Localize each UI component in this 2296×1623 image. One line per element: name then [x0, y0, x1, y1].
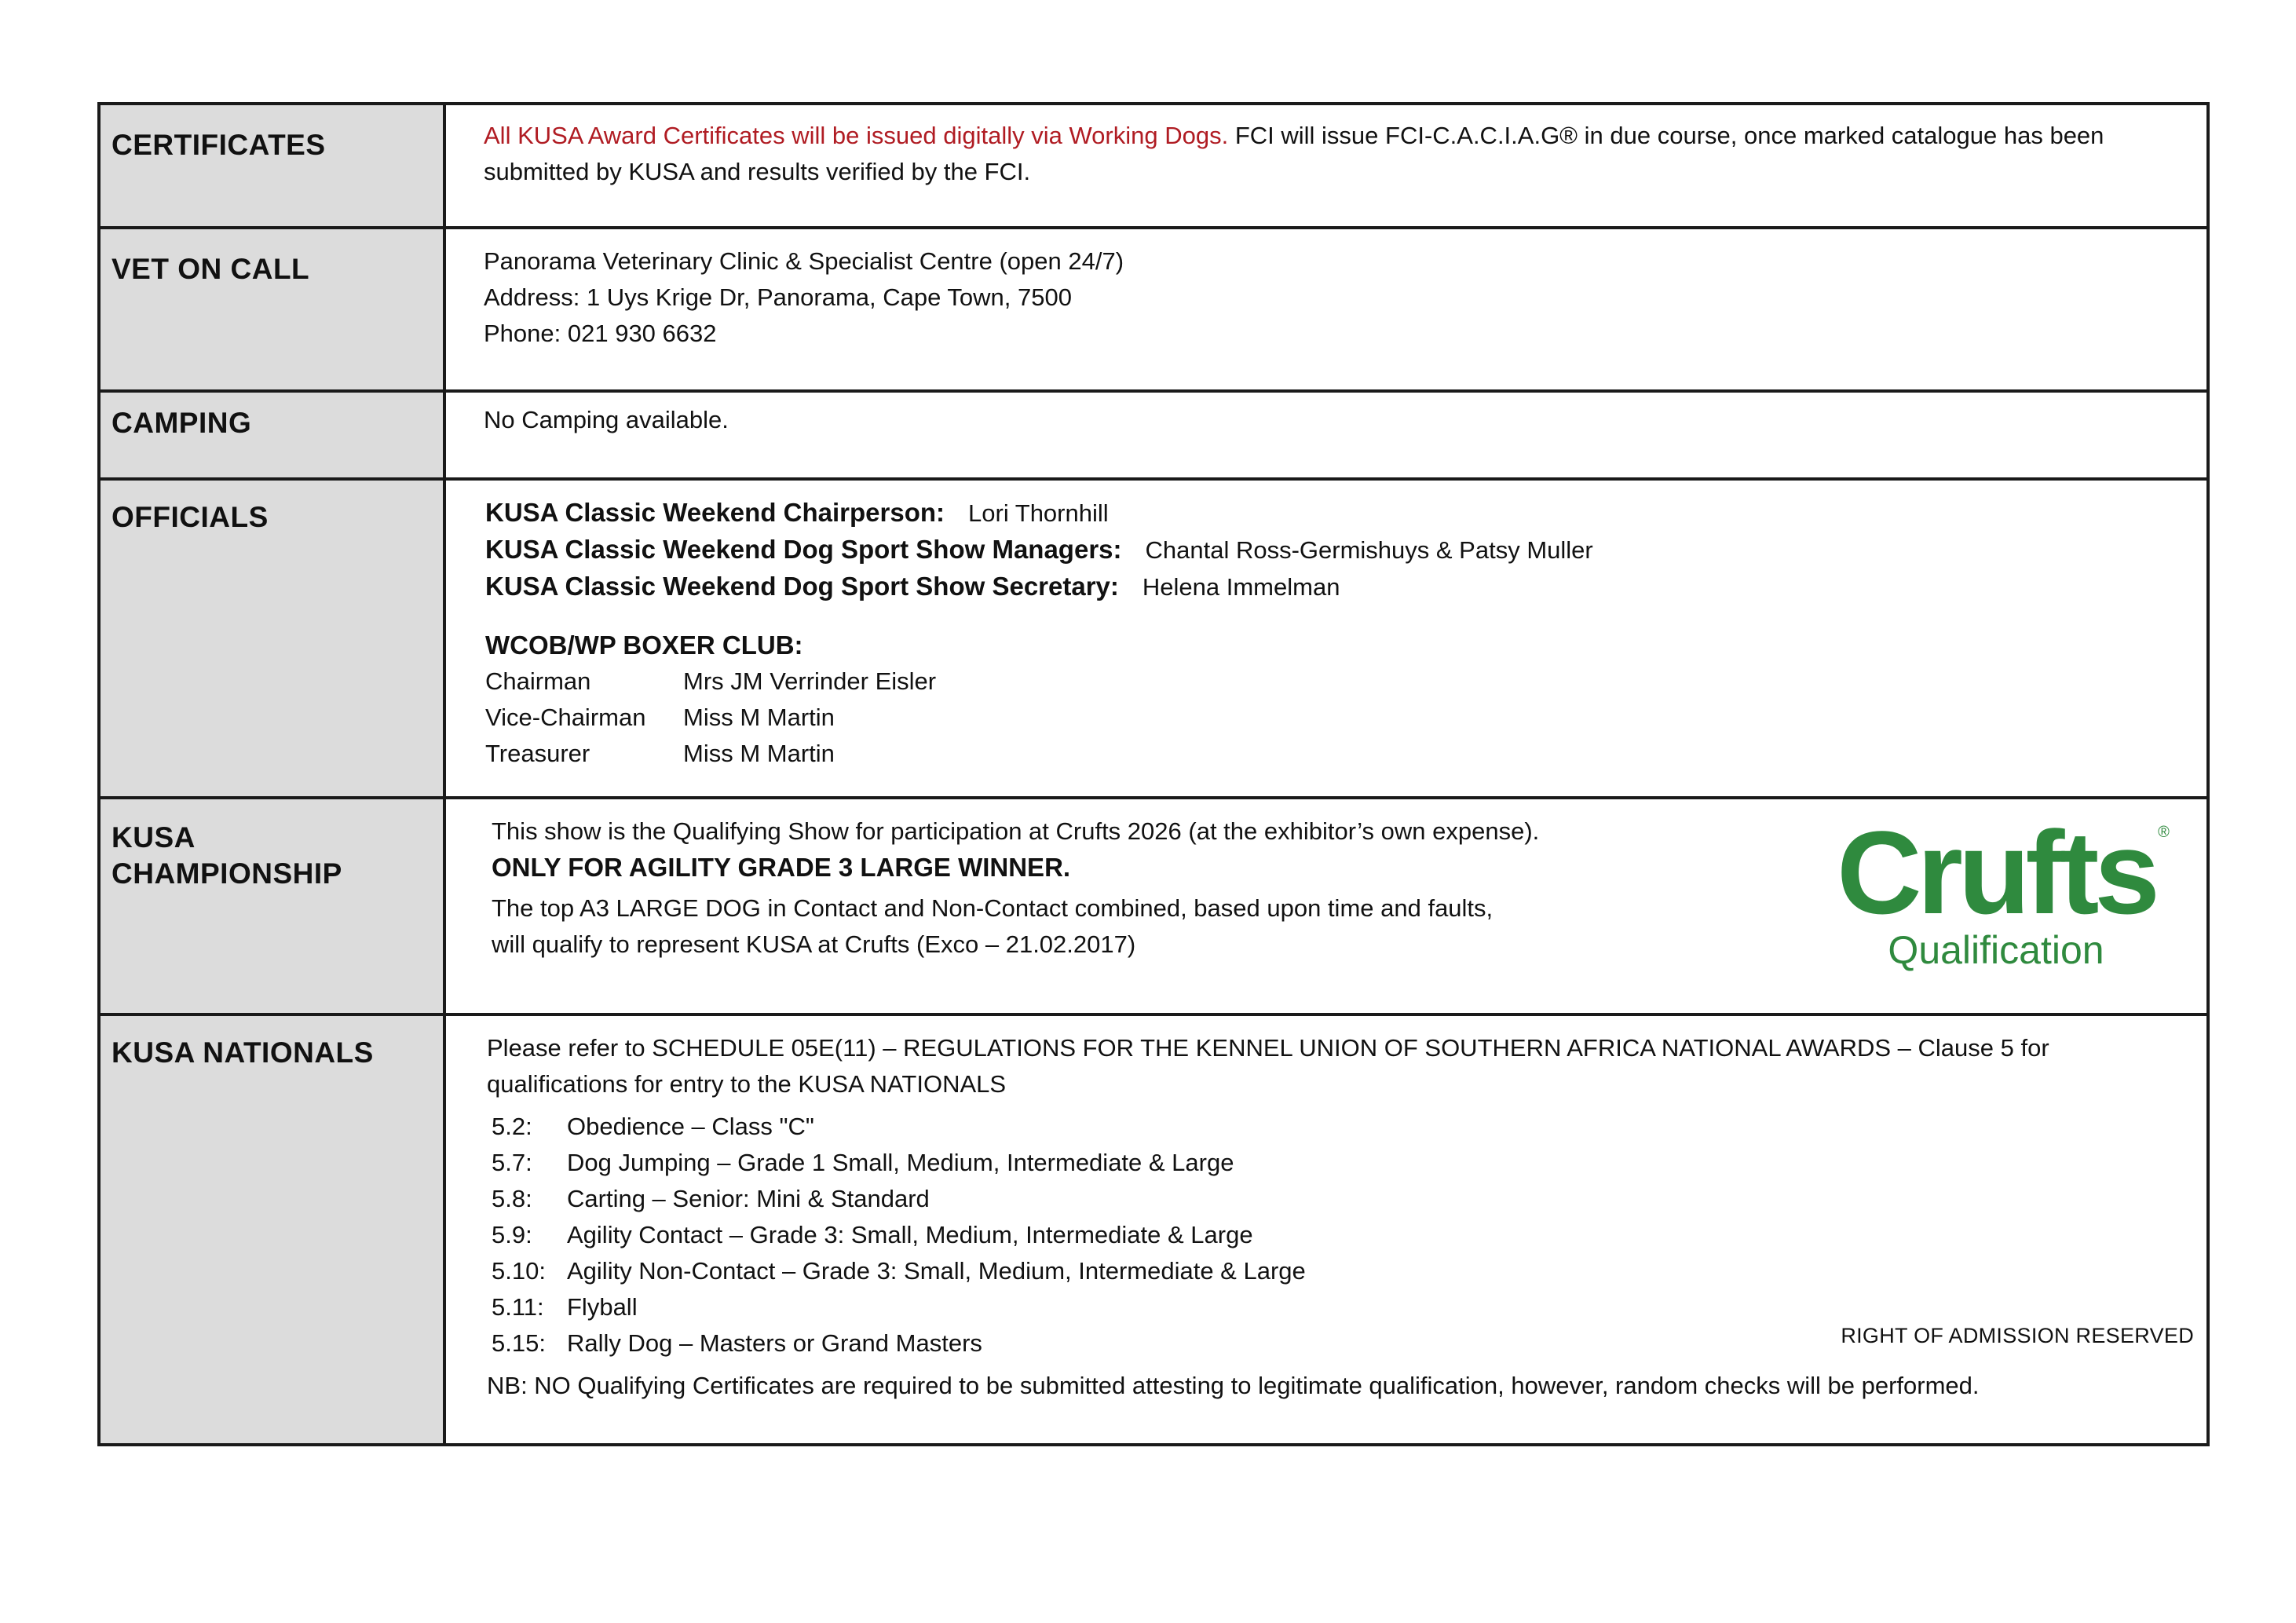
camping-label: CAMPING	[99, 391, 444, 479]
official-role-title: KUSA Classic Weekend Dog Sport Show Secretary:	[485, 572, 1119, 601]
officials-label: OFFICIALS	[99, 479, 444, 798]
official-role-title: KUSA Classic Weekend Dog Sport Show Managers:	[485, 535, 1122, 564]
championship-label	[99, 798, 444, 1014]
crufts-qualification-logo	[1823, 806, 2170, 972]
vet-label: VET ON CALL	[99, 228, 444, 391]
certificates-text: FCI will issue FCI-C.A.C.I.A.G® in due course, once marked catalogue has been submitted by KUSA and results verified by the FCI.	[484, 122, 2104, 185]
list-item: 5.10: Agility Non-Contact – Grade 3: Small, Medium, Intermediate & Large	[492, 1257, 1306, 1285]
crufts-logo-subtitle: Qualification	[1888, 928, 2104, 972]
list-item: 5.15: Rally Dog – Masters or Grand Masters	[492, 1329, 982, 1357]
certificates-label: CERTIFICATES	[99, 104, 444, 228]
list-item: 5.7: Dog Jumping – Grade 1 Small, Medium, Intermediate & Large	[492, 1149, 1234, 1176]
championship-line4: will qualify to represent KUSA at Crufts (Exco – 21.02.2017)	[492, 930, 1136, 958]
list-item: 5.9: Agility Contact – Grade 3: Small, Medium, Intermediate & Large	[492, 1221, 1253, 1248]
club-name: Mrs JM Verrinder Eisler	[683, 667, 937, 695]
club-name: Miss M Martin	[683, 704, 835, 731]
vet-content	[444, 228, 2208, 391]
championship-line3: The top A3 LARGE DOG in Contact and Non-Contact combined, based upon time and faults,	[492, 894, 1493, 922]
list-item: 5.2: Obedience – Class "C"	[492, 1113, 814, 1140]
club-role: Vice-Chairman	[485, 704, 646, 731]
official-role-name: Chantal Ross-Germishuys & Patsy Muller	[1145, 536, 1593, 564]
certificates-highlight: All KUSA Award Certificates will be issued digitally via Working Dogs.	[484, 122, 1229, 149]
vet-address: Address: 1 Uys Krige Dr, Panorama, Cape Town, 7500	[484, 283, 1072, 311]
official-role-title: KUSA Classic Weekend Chairperson:	[485, 498, 945, 527]
club-row-treasurer	[485, 736, 2184, 772]
camping-row	[99, 391, 2208, 479]
official-role-name: Lori Thornhill	[968, 499, 1109, 527]
championship-row	[99, 798, 2208, 1014]
vet-clinic: Panorama Veterinary Clinic & Specialist Centre (open 24/7)	[484, 247, 1124, 275]
nationals-content	[444, 1014, 2208, 1445]
officials-row	[99, 479, 2208, 798]
club-row-vice-chairman	[485, 700, 2184, 736]
club-role: Chairman	[485, 667, 591, 695]
official-chairperson	[485, 495, 2184, 532]
official-role-name: Helena Immelman	[1142, 573, 1340, 601]
registered-mark: ®	[2158, 824, 2170, 841]
list-item: 5.11: Flyball	[492, 1293, 638, 1321]
certificates-row	[99, 104, 2208, 228]
championship-content	[444, 798, 2208, 1014]
crufts-logo-word: Crufts ®	[1837, 806, 2170, 938]
nationals-intro: Please refer to SCHEDULE 05E(11) – REGULATIONS FOR THE KENNEL UNION OF SOUTHERN AFRICA NATIONAL AWARDS – Clause 5 for qualifications for entry to the KUSA NATIONALS	[487, 1034, 2049, 1098]
certificates-content	[444, 104, 2208, 228]
nationals-label: KUSA NATIONALS	[99, 1014, 444, 1445]
vet-phone: Phone: 021 930 6632	[484, 320, 717, 347]
official-show-managers	[485, 532, 2184, 568]
nationals-row	[99, 1014, 2208, 1445]
show-info-table	[97, 102, 2210, 1446]
championship-label-line2: CHAMPIONSHIP	[112, 857, 342, 890]
vet-row	[99, 228, 2208, 391]
camping-text: No Camping available.	[444, 391, 2208, 479]
officials-content	[444, 479, 2208, 798]
admission-notice: RIGHT OF ADMISSION RESERVED	[1841, 1324, 2194, 1347]
club-name: Miss M Martin	[683, 740, 835, 767]
club-role: Treasurer	[485, 740, 590, 767]
list-item: 5.8: Carting – Senior: Mini & Standard	[492, 1185, 930, 1212]
club-row-chairman	[485, 663, 2184, 700]
club-title: WCOB/WP BOXER CLUB:	[485, 631, 803, 660]
nationals-note: NB: NO Qualifying Certificates are required to be submitted attesting to legitimate qualification, however, random checks will be performed.	[487, 1372, 1980, 1399]
official-show-secretary	[485, 568, 2184, 605]
championship-line1: This show is the Qualifying Show for participation at Crufts 2026 (at the exhibitor’s own expense).	[492, 817, 1540, 845]
championship-bold-line: ONLY FOR AGILITY GRADE 3 LARGE WINNER.	[492, 853, 1071, 882]
championship-label-line1: KUSA	[112, 821, 196, 854]
